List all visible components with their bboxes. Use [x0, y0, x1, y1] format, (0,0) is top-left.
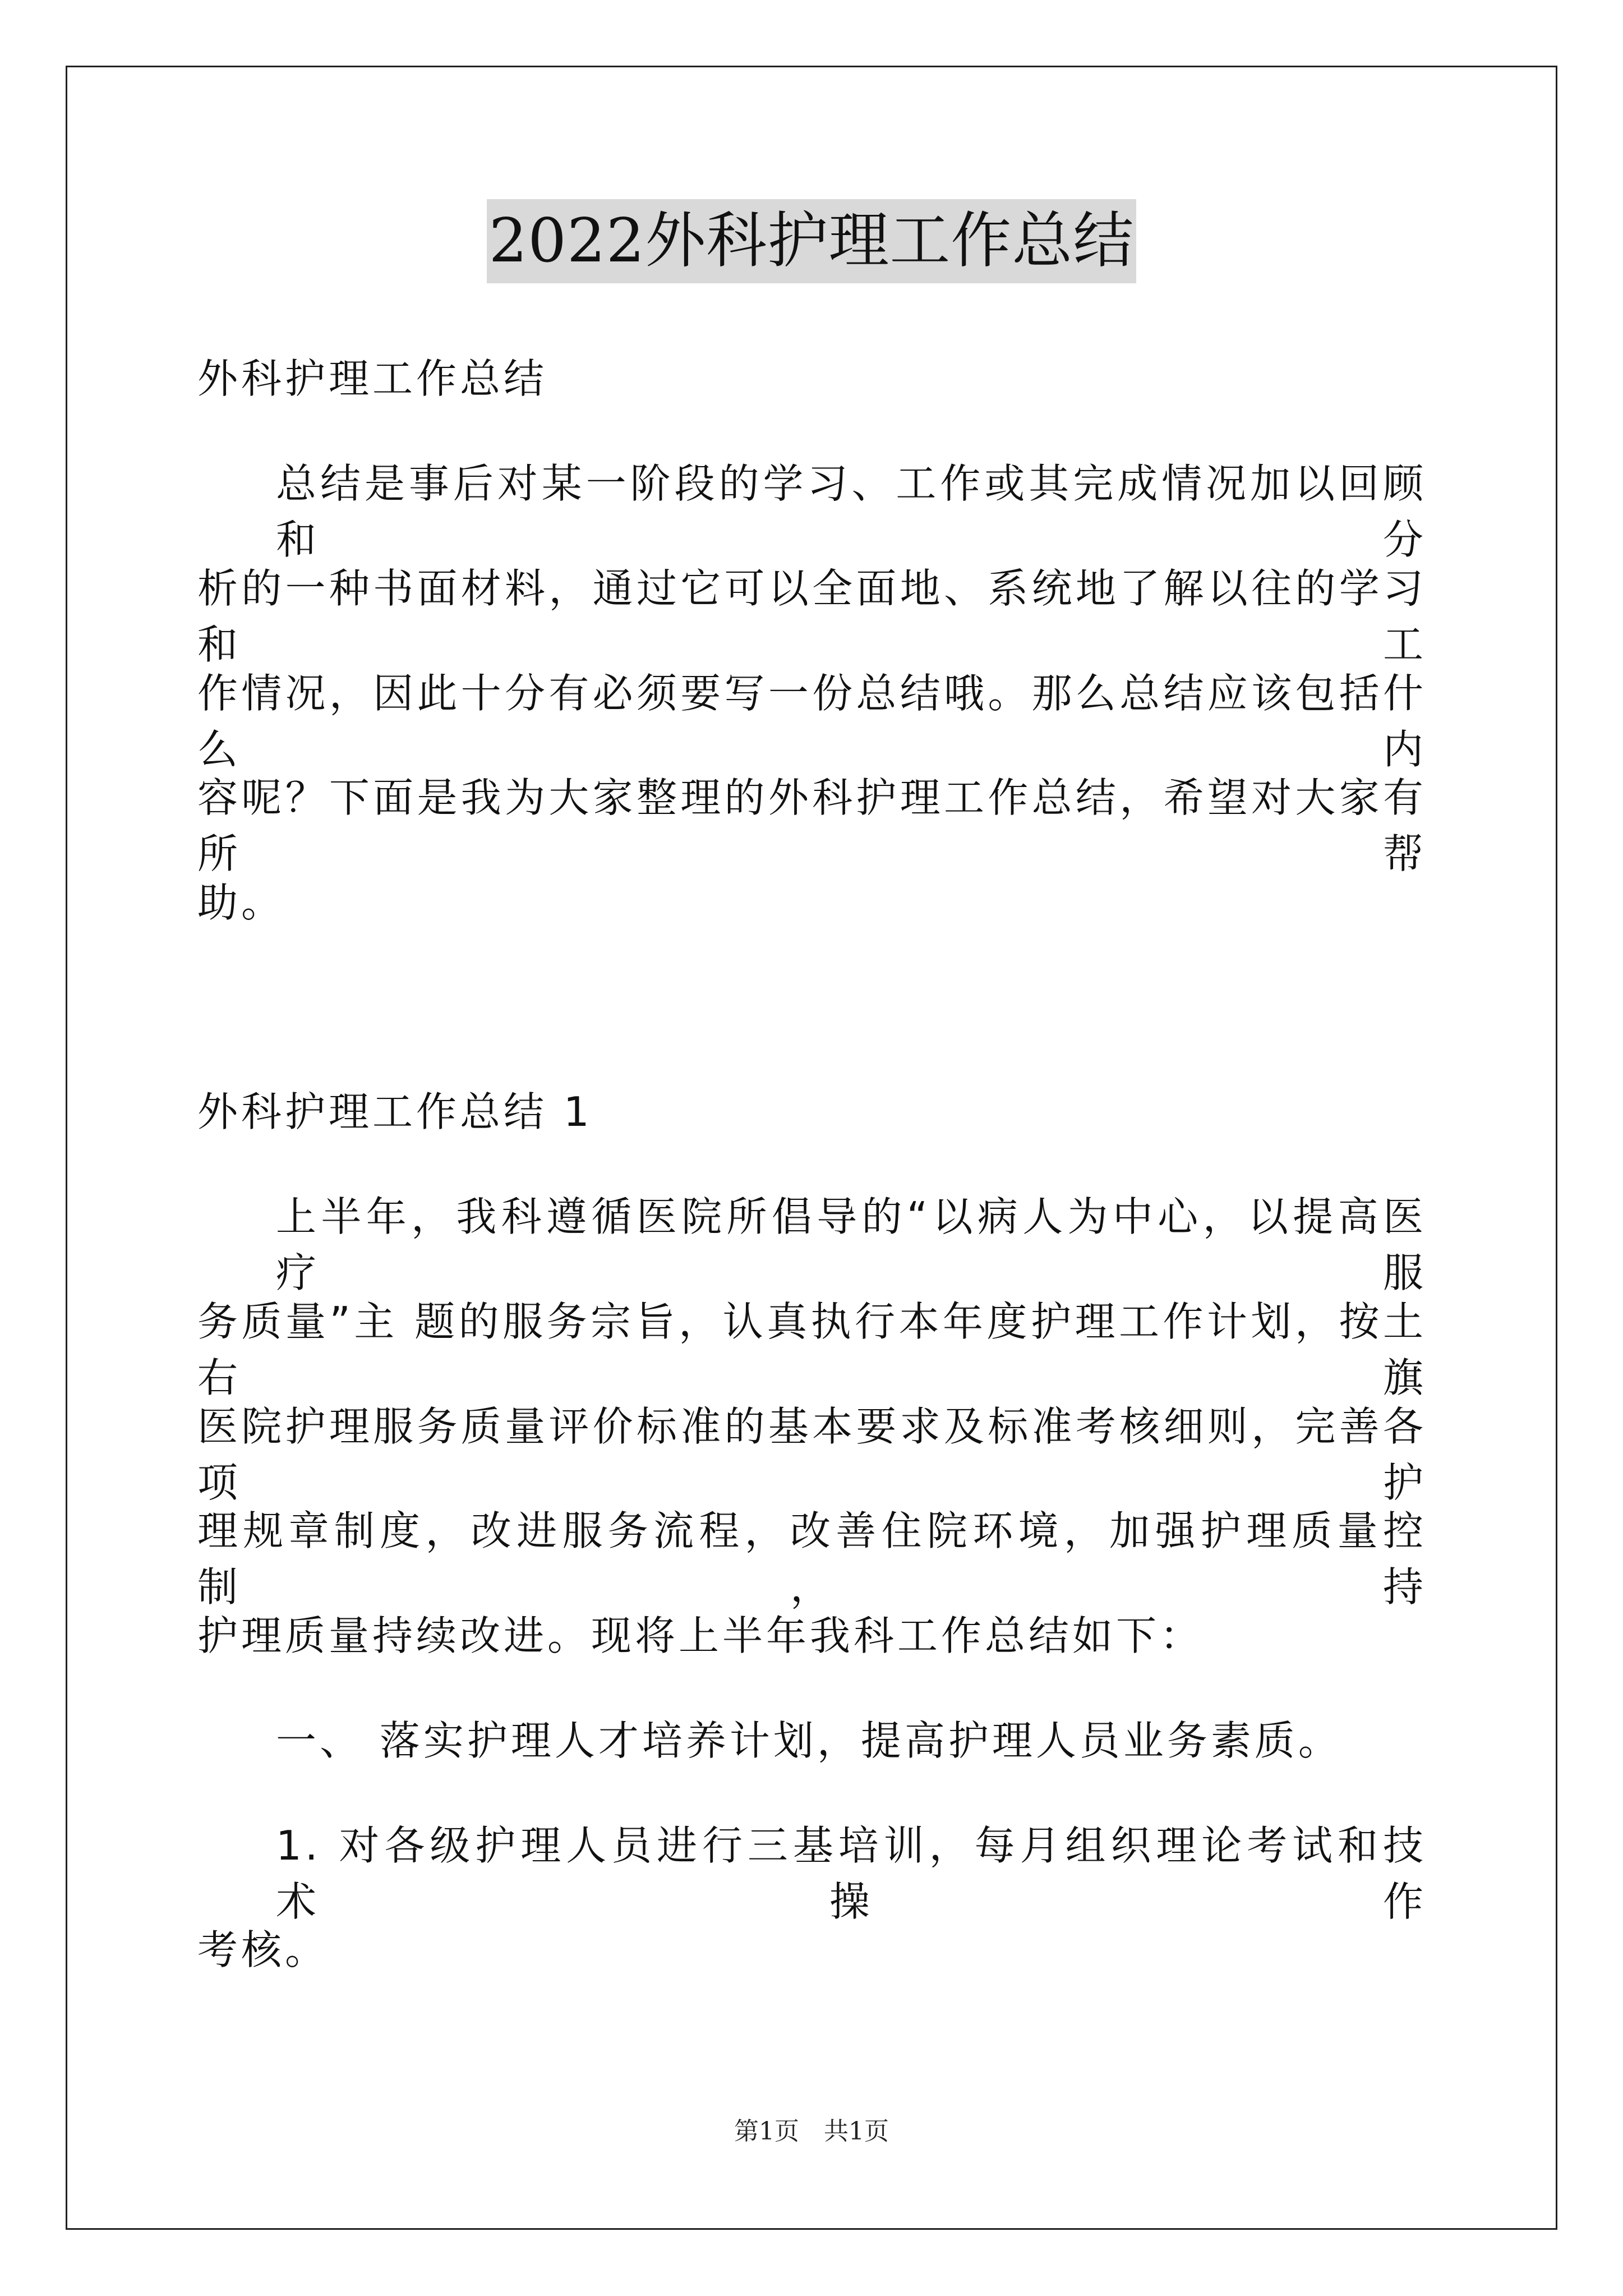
heading-summary-1: 外科护理工作总结 1 [197, 1088, 593, 1135]
body-line-4: 理规章制度，改进服务流程，改善住院环境，加强护理质量控制，持 [197, 1507, 1427, 1611]
intro-line-5: 助。 [197, 879, 285, 926]
body-line-2: 务质量”主 题的服务宗旨，认真执行本年度护理工作计划，按土右旗 [197, 1298, 1427, 1401]
title-container [0, 199, 1623, 283]
document-title: 2022外科护理工作总结 [487, 199, 1137, 283]
intro-line-1: 总结是事后对某一阶段的学习、工作或其完成情况加以回顾和分 [276, 460, 1427, 563]
body-line-5: 护理质量持续改进。现将上半年我科工作总结如下： [197, 1612, 1204, 1659]
section-heading-1: 一、 落实护理人才培养计划，提高护理人员业务素质。 [276, 1717, 1342, 1764]
body-line-3: 医院护理服务质量评价标准的基本要求及标准考核细则，完善各项护 [197, 1403, 1427, 1506]
intro-line-2: 析的一种书面材料，通过它可以全面地、系统地了解以往的学习和工 [197, 565, 1427, 668]
item-1-line-1: 1. 对各级护理人员进行三基培训，每月组织理论考试和技术操作 [276, 1822, 1427, 1925]
page-footer: 第1页 共1页 [734, 2117, 889, 2146]
heading-summary: 外科护理工作总结 [197, 355, 548, 402]
body-line-1: 上半年，我科遵循医院所倡导的“以病人为中心，以提高医疗服 [276, 1193, 1427, 1296]
intro-line-4: 容呢？下面是我为大家整理的外科护理工作总结，希望对大家有所帮 [197, 774, 1427, 877]
item-1-line-2: 考核。 [197, 1926, 329, 1973]
intro-line-3: 作情况，因此十分有必须要写一份总结哦。那么总结应该包括什么内 [197, 670, 1427, 773]
